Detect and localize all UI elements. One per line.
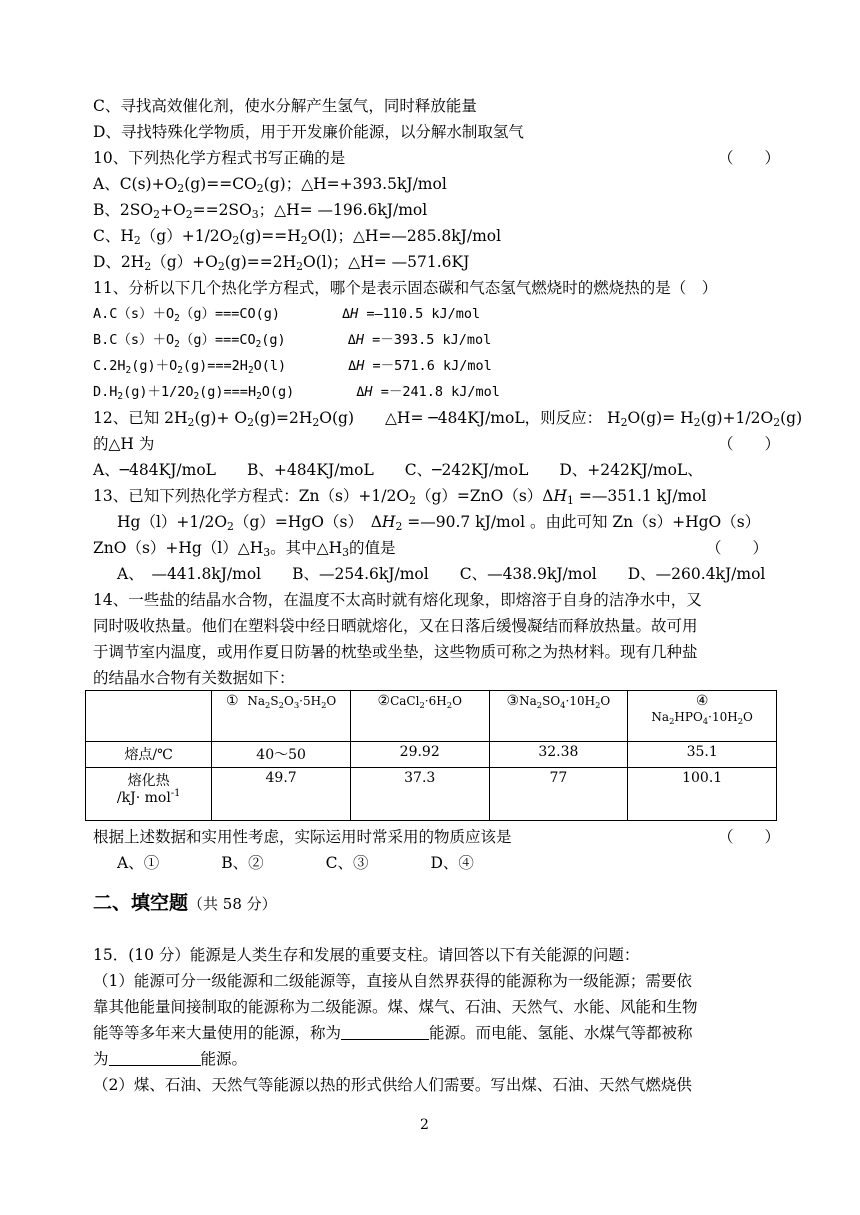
table-cell: 35.1 <box>628 742 777 768</box>
answer-paren-12: （ ） <box>718 435 781 453</box>
table-cell: 49.7 <box>212 768 351 821</box>
text-segment: 为 <box>93 1050 109 1068</box>
q15-part2-line1: （2）煤、石油、天然气等能源以热的形式供给人们需要。写出煤、石油、天然气燃烧供 <box>93 1076 692 1094</box>
table-header-cell: $③Na_2SO_4\cdot 10H_2O$ <box>489 691 628 742</box>
q11-option-b: $B.C(s)+O_2(g)===CO_2(g)$ ΔH =－393.5 kJ/mol <box>93 332 492 350</box>
q11-option-c: $C.2H_2(g)+O_2(g)===2H_2O(l)$ ΔH =－571.6 kJ/mol <box>93 358 492 376</box>
question-12-cont: 的△H 为 <box>93 435 155 453</box>
table-corner-cell <box>86 691 212 742</box>
q15-part1-line3 <box>93 1022 693 1044</box>
q10-option-d: D、$2H_2(g)+O_2(g)==2H_2O(l)$；△H= —571.6KJ <box>93 253 470 273</box>
answer-paren-14: （ ） <box>718 828 781 846</box>
table-cell: 100.1 <box>628 768 777 821</box>
table-cell: 77 <box>489 768 628 821</box>
question-15-intro: 15．(10 分）能源是人类生存和发展的重要支柱。请回答以下有关能源的问题： <box>93 946 640 964</box>
table-row-melting <box>86 742 777 768</box>
question-14-line4: 的结晶水合物有关数据如下： <box>93 669 295 687</box>
answer-paren-13: （ ） <box>706 539 769 557</box>
text-segment: 能源。而电能、氢能、水煤气等都被称 <box>429 1024 693 1042</box>
page-number: 2 <box>420 1117 429 1133</box>
question-10: 10、下列热化学方程式书写正确的是 <box>93 149 346 167</box>
q15-part1-line1: （1）能源可分一级能源和二级能源等，直接从自然界获得的能源称为一级能源；需要依 <box>93 972 692 990</box>
question-14-ask: 根据上述数据和实用性考虑，实际运用时常采用的物质应该是 <box>93 828 512 846</box>
fill-blank-2[interactable] <box>109 1049 201 1066</box>
q13-options: A、 —441.8kJ/mol B、—254.6kJ/mol C、—438.9kJ/mol D、—260.4kJ/mol <box>117 565 766 583</box>
question-13: 13、已知下列热化学方程式：$Zn(s)+1/2O_2(g)=ZnO(s)\Delta H_1$ =—351.1 kJ/mol <box>93 487 707 507</box>
option-c-line: C、寻找高效催化剂，使水分解产生氢气，同时释放能量 <box>93 97 477 115</box>
section-points: （共 58 分） <box>188 895 277 913</box>
fill-blank-1[interactable] <box>341 1023 429 1040</box>
q11-option-d: $D.H_2(g)+1/2O_2(g)===H_2O(g)$ ΔH =－241.8 kJ/mol <box>93 384 500 402</box>
text-segment: 能源。 <box>200 1050 248 1068</box>
table-header-cell: ① $Na_2S_2O_3\cdot 5H_2O$ <box>212 691 351 742</box>
table-header-row <box>86 691 777 742</box>
salt-data-table <box>85 690 777 821</box>
table-cell: 32.38 <box>489 742 628 768</box>
question-14-line1: 14、一些盐的结晶水合物，在温度不太高时就有熔化现象，即熔溶于自身的洁净水中，又 <box>93 591 702 609</box>
question-12: 12、已知 $2H_2(g)+ O_2(g)=2H_2O(g)$ △H= ─484KJ/moL，则反应： $H_2O(g)= H_2(g)+1/2O_2(g)$ <box>93 409 803 429</box>
question-13-line3: $ZnO(s)+Hg(l)\triangle H_3$。其中$\triangle H_3$的值是 <box>93 539 396 559</box>
table-row-heat <box>86 768 777 821</box>
question-14-line3: 于调节室内温度，或用作夏日防暑的枕垫或坐垫，这些物质可称之为热材料。现有几种盐 <box>93 643 698 661</box>
q10-option-c: C、$H_2(g)+1/2O_2(g)==H_2O(l)$；△H=—285.8kJ/mol <box>93 227 502 247</box>
melting-label-cell: 熔点/℃ <box>86 742 212 768</box>
option-d-line: D、寻找特殊化学物质，用于开发廉价能源，以分解水制取氢气 <box>93 123 524 141</box>
q14-options: A、① B、② C、③ D、④ <box>117 854 474 872</box>
heat-label-cell: 熔化热 /kJ· mol$^{-1}$ <box>86 768 212 821</box>
question-11: 11、分析以下几个热化学方程式，哪个是表示固态碳和气态氢气燃烧时的燃烧热的是（ ） <box>93 279 718 297</box>
table-cell: 40～50 <box>212 742 351 768</box>
q10-option-a: A、$C(s)+O_2(g)==CO_2(g)$；△H=+393.5kJ/mol <box>93 175 447 195</box>
q12-options: A、─484KJ/moL B、+484KJ/moL C、─242KJ/moL D、+242KJ/moL、 <box>93 461 703 479</box>
q11-option-a: $A.C(s)+O_2(g)===CO(g)$ ΔH =—110.5 kJ/mol <box>93 306 481 324</box>
question-13-line2: $Hg(l)+1/2O_2(g)=HgO(s)$ $\Delta H_2$ =—90.7 kJ/mol 。由此可知 Zn（s）+HgO（s） <box>117 513 761 533</box>
q10-option-b: B、$2SO_2+O_2==2SO_3$；△H= —196.6kJ/mol <box>93 201 428 221</box>
table-header-cell: ④ $Na_2HPO_4\cdot 10H_2O$ <box>628 691 777 742</box>
text-segment: 能等等多年来大量使用的能源，称为 <box>93 1024 342 1042</box>
question-14-line2: 同时吸收热量。他们在塑料袋中经日晒就熔化，又在日落后缓慢凝结而释放热量。故可用 <box>93 617 698 635</box>
answer-paren-10: （ ） <box>718 149 781 167</box>
table-cell: 37.3 <box>350 768 489 821</box>
table-header-cell: $②CaCl_2\cdot 6H_2O$ <box>350 691 489 742</box>
section-title: 二、填空题 <box>93 892 189 914</box>
q15-part1-line4 <box>93 1048 247 1070</box>
section-heading <box>93 890 277 917</box>
table-cell: 29.92 <box>350 742 489 768</box>
q15-part1-line2: 靠其他能量间接制取的能源称为二级能源。煤、煤气、石油、天然气、水能、风能和生物 <box>93 998 698 1016</box>
